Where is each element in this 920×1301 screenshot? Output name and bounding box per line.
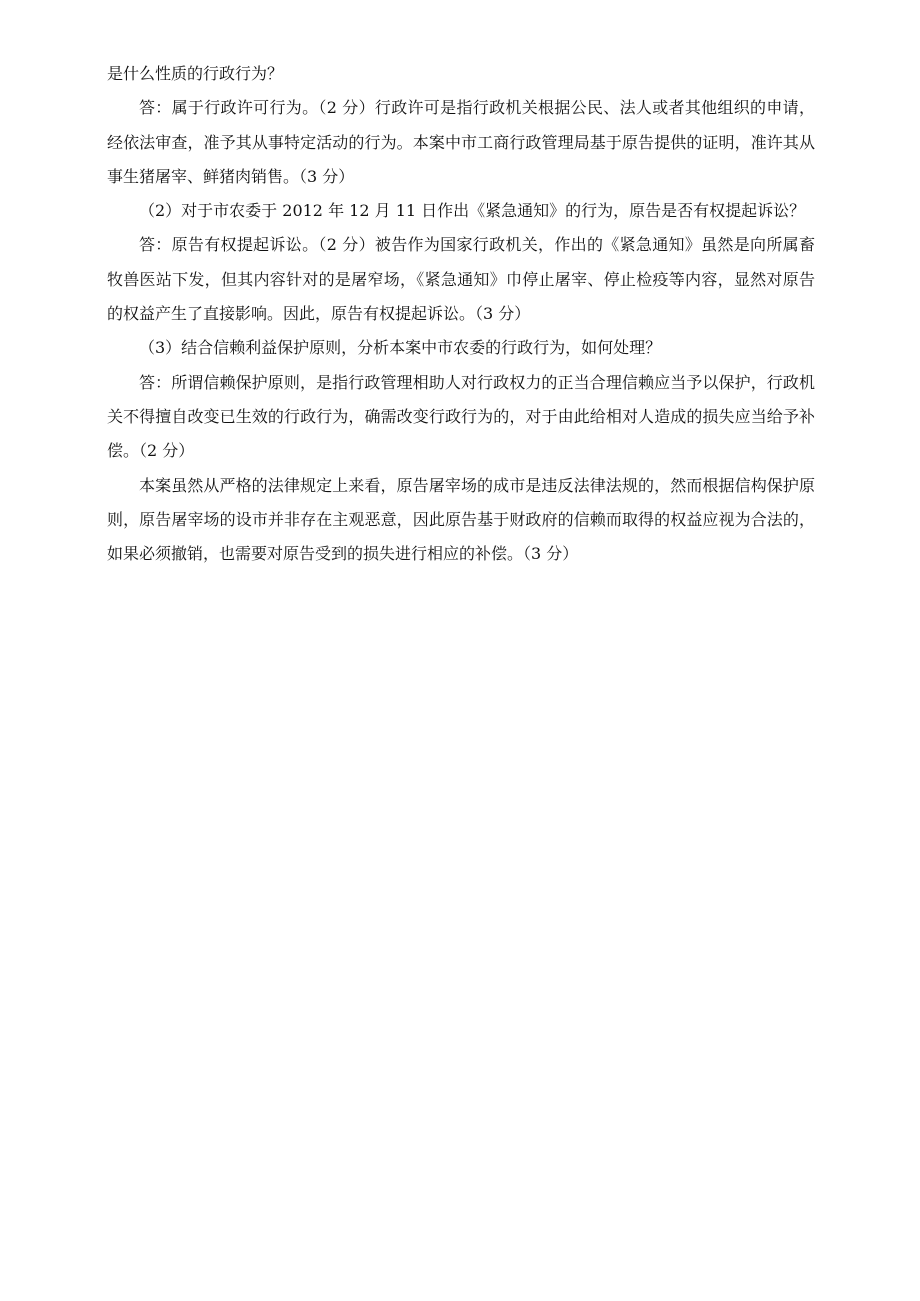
question-2: （2）对于市农委于 2012 年 12 月 11 日作出《紧急通知》的行为，原告是否有权提起诉讼？ — [139, 201, 806, 221]
answer-3-continued: 本案虽然从严格的法律规定上来看，原告屠宰场的成市是违反法律法规的，然而根据信构保护原则，原告屠宰场的设市并非存在主观恶意，因此原告基于财政府的信赖而取得的权益应视为合法的，如果必须撤销，也需要对原告受到的损失进行相应的补偿。（3 分） — [107, 475, 815, 564]
answer-2: 答：原告有权提起诉讼。（2 分）被告作为国家行政机关，作出的《紧急通知》虽然是向所属畜牧兽医站下发，但其内容针对的是屠窄场，《紧急通知》巾停止屠宰、停止检疫等内容，显然对原告的权益产生了直接影响。因此，原告有权提起诉讼。（3 分） — [107, 235, 815, 324]
question-3: （3）结合信赖利益保护原则，分析本案中市农委的行政行为，如何处理？ — [139, 338, 662, 358]
answer-1: 答：属于行政许可行为。（2 分）行政许可是指行政机关根据公民、法人或者其他组织的申请，经依法审查，准予其从事特定活动的行为。本案中市工商行政管理局基于原告提供的证明，准许其从事生猪屠宰、鲜猪肉销售。（3 分） — [107, 98, 815, 186]
question-continuation: 是什么性质的行政行为？ — [107, 64, 284, 83]
answer-3: 答：所谓信赖保护原则，是指行政管理相助人对行政权力的正当合理信赖应当予以保护，行政机关不得擅自改变已生效的行政行为，确需改变行政行为的，对于由此给相对人造成的损失应当给予补偿。（2 分） — [107, 372, 815, 461]
document-body — [107, 57, 815, 571]
